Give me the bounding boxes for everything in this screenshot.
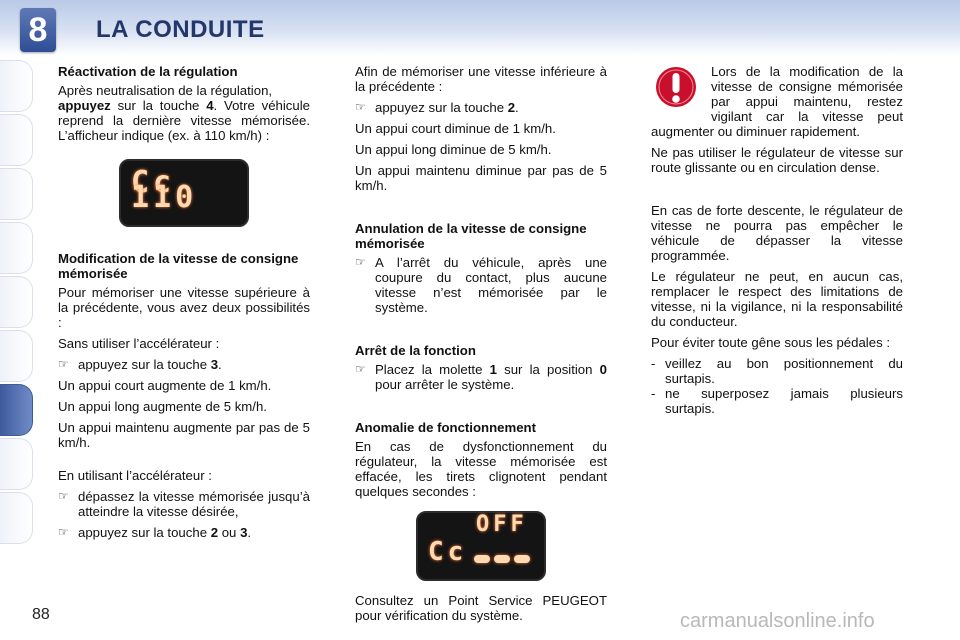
pointing-hand-icon: ☞ bbox=[355, 100, 366, 114]
dial-position-0: 0 bbox=[599, 362, 607, 377]
key-number: 2 bbox=[507, 100, 516, 115]
bullet-text: sur la position bbox=[504, 362, 593, 377]
list-item: - veillez au bon positionnement du surtapis. bbox=[651, 356, 903, 386]
reactivation-paragraph bbox=[58, 83, 310, 143]
driver-responsibility-text: Le régulateur ne peut, en aucun cas, remplacer le respect des limitations de vitesse, ni la vigilance, ni la responsabilité du conducteur. bbox=[651, 269, 903, 329]
section-title-fault: Anomalie de fonctionnement bbox=[355, 420, 536, 435]
pointing-hand-icon: ☞ bbox=[58, 525, 69, 539]
steep-descent-text: En cas de forte descente, le régulateur de vitesse ne pourra pas empêcher le véhicule de dépasser la vitesse programmée. bbox=[651, 203, 903, 263]
exclamation-warning-icon bbox=[655, 66, 697, 108]
key-number: 2 bbox=[210, 525, 219, 540]
reactivation-text-2: sur la touche bbox=[117, 98, 200, 113]
dial-position-1: 1 bbox=[489, 362, 497, 377]
reactivation-text-1: Après neutralisation de la régulation, bbox=[58, 83, 273, 98]
watermark: carmanualsonline.info bbox=[680, 610, 875, 632]
fault-paragraph: En cas de dysfonctionnement du régulateur, la vitesse mémorisée est effacée, les tirets clignotent pendant quelques secondes : bbox=[355, 439, 607, 499]
key-number: 3 bbox=[240, 525, 248, 540]
bullet-text: pour arrêter le système. bbox=[375, 377, 515, 392]
column-left bbox=[58, 64, 310, 546]
page-number: 88 bbox=[32, 606, 50, 623]
bullet-text: dépassez la vitesse mémorisée jusqu’à atteindre la vitesse désirée, bbox=[78, 489, 310, 519]
bullet-cancel bbox=[355, 255, 607, 315]
short-press-line: Un appui court augmente de 1 km/h. bbox=[58, 378, 272, 393]
pointing-hand-icon: ☞ bbox=[58, 357, 69, 371]
page-title: LA CONDUITE bbox=[96, 16, 265, 43]
pointing-hand-icon: ☞ bbox=[355, 255, 366, 269]
bullet-stop bbox=[355, 362, 607, 392]
section-title-cancel: Annulation de la vitesse de consigne mémorisée bbox=[355, 221, 587, 251]
bullet-text: Placez la molette bbox=[375, 362, 483, 377]
warning-text: Lors de la modification de la vitesse de consigne mémorisée par appui maintenu, restez vigilant car la vitesse peut augmenter ou diminuer rapidement. bbox=[651, 64, 903, 139]
reactivation-key-number: 4 bbox=[206, 98, 214, 113]
lower-speed-intro: Afin de mémoriser une vitesse inférieure à la précédente : bbox=[355, 64, 607, 94]
fault-display bbox=[416, 511, 546, 581]
with-accelerator-label: En utilisant l’accélérateur : bbox=[58, 468, 212, 483]
bullet-text: A l’arrêt du véhicule, après une coupure du contact, plus aucune vitesse n’est mémorisée par le système. bbox=[375, 255, 607, 315]
page-header bbox=[0, 0, 960, 56]
chapter-tab-6[interactable] bbox=[0, 330, 33, 382]
section-title-reactivation: Réactivation de la régulation bbox=[58, 64, 238, 79]
chapter-tab-8-active[interactable] bbox=[0, 384, 33, 436]
chapter-tab-5[interactable] bbox=[0, 276, 33, 328]
display-cc-text: Cc bbox=[428, 537, 468, 567]
chapter-tab-1[interactable] bbox=[0, 60, 33, 112]
chapter-tab-10[interactable] bbox=[0, 492, 33, 544]
display-off-text: OFF bbox=[476, 512, 528, 537]
display-readout: Cc 110 bbox=[131, 165, 198, 215]
long-press-decrease: Un appui long diminue de 5 km/h. bbox=[355, 142, 552, 157]
pointing-hand-icon: ☞ bbox=[58, 489, 69, 503]
chapter-tab-9[interactable] bbox=[0, 438, 33, 490]
slippery-road-text: Ne pas utiliser le régulateur de vitesse sur route glissante ou en circulation dense. bbox=[651, 145, 903, 175]
chapter-tab-4[interactable] bbox=[0, 222, 33, 274]
bullet-press-key-3: ☞ appuyez sur la touche 3. bbox=[58, 357, 222, 372]
hold-press-line: Un appui maintenu augmente par pas de 5 km/h. bbox=[58, 420, 310, 450]
key-number: 3 bbox=[210, 357, 219, 372]
bullet-exceed-speed bbox=[58, 489, 310, 519]
bullet-text: appuyez sur la touche bbox=[375, 100, 505, 115]
blinking-dashes bbox=[474, 555, 530, 563]
speed-display-110 bbox=[119, 159, 249, 227]
section-title-modification: Modification de la vitesse de consigne mémorisée bbox=[58, 251, 299, 281]
bullet-press-key-2: ☞ appuyez sur la touche 2. bbox=[355, 100, 519, 115]
reactivation-text-3: . Votre véhicule reprend la dernière vitesse mémorisée. L’afficheur indique (ex. à 110 km/h) : bbox=[58, 98, 310, 143]
column-middle bbox=[355, 64, 607, 629]
chapter-index-tabs bbox=[0, 60, 34, 580]
short-press-decrease: Un appui court diminue de 1 km/h. bbox=[355, 121, 556, 136]
warning-block bbox=[651, 64, 903, 145]
list-item-text: ne superposez jamais plusieurs surtapis. bbox=[665, 386, 903, 416]
reactivation-bold-press: appuyez bbox=[58, 98, 111, 113]
chapter-tab-3[interactable] bbox=[0, 168, 33, 220]
bullet-text: appuyez sur la touche bbox=[78, 357, 208, 372]
without-accelerator-label: Sans utiliser l’accélérateur : bbox=[58, 336, 220, 351]
chapter-tab-2[interactable] bbox=[0, 114, 33, 166]
consult-service-paragraph: Consultez un Point Service PEUGEOT pour vérification du système. bbox=[355, 593, 607, 623]
section-title-stop: Arrêt de la fonction bbox=[355, 343, 476, 358]
column-right bbox=[651, 64, 903, 416]
hold-press-decrease: Un appui maintenu diminue par pas de 5 km/h. bbox=[355, 163, 607, 193]
pointing-hand-icon: ☞ bbox=[355, 362, 366, 376]
chapter-number-tab: 8 bbox=[20, 8, 56, 52]
or-text: ou bbox=[221, 525, 237, 540]
pedals-intro: Pour éviter toute gêne sous les pédales : bbox=[651, 335, 890, 350]
bullet-press-keys-2-3: ☞ appuyez sur la touche 2 ou 3. bbox=[58, 525, 252, 540]
bullet-text: appuyez sur la touche bbox=[78, 525, 208, 540]
modification-intro: Pour mémoriser une vitesse supérieure à la précédente, vous avez deux possibilités : bbox=[58, 285, 310, 330]
list-item: - ne superposez jamais plusieurs surtapis. bbox=[651, 386, 903, 416]
long-press-line: Un appui long augmente de 5 km/h. bbox=[58, 399, 267, 414]
list-item-text: veillez au bon positionnement du surtapis. bbox=[665, 356, 903, 386]
